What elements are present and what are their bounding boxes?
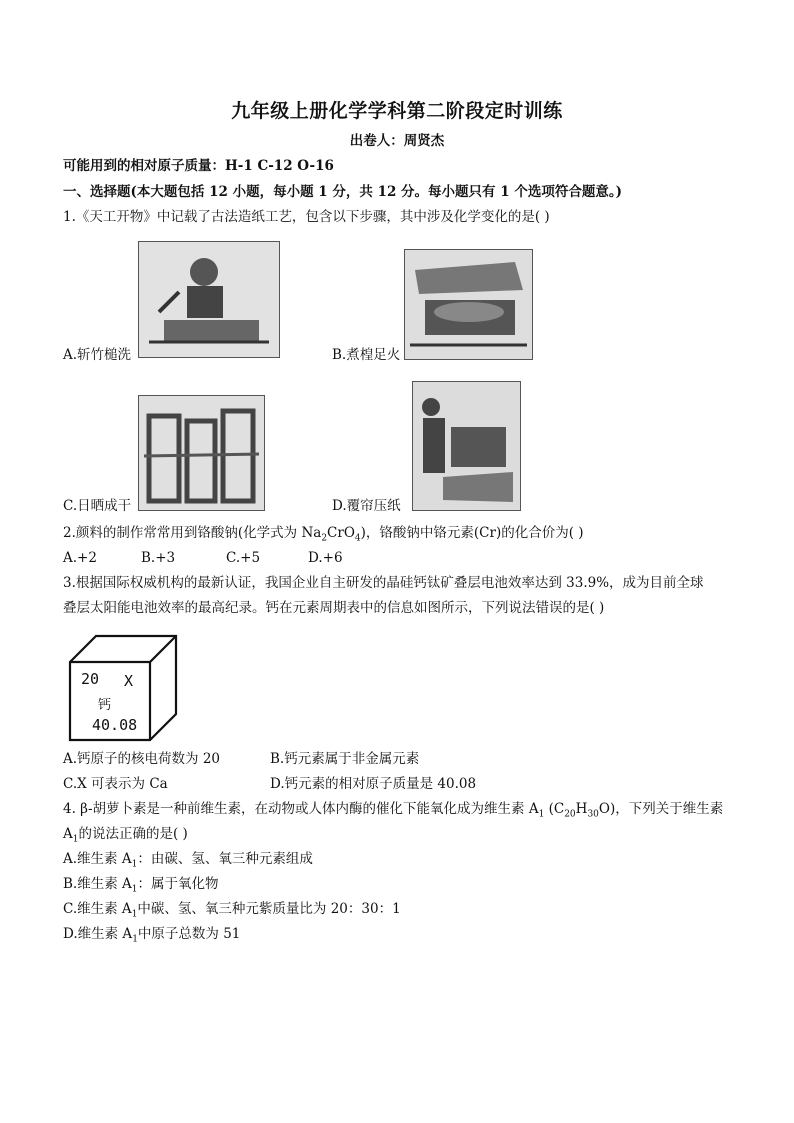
q4-option-c: C.维生素 $A_1$中碳、氢、氧三种元紫质量比为 20：30：1: [63, 901, 401, 920]
page-title: 九年级上册化学学科第二阶段定时训练: [231, 100, 563, 122]
q2-option-c: C.+5: [226, 550, 261, 566]
q3-option-b: B.钙元素属于非金属元素: [270, 751, 420, 767]
section-heading: 一、选择题(本大题包括 12 小题，每小题 1 分，共 12 分。每小题只有 1 个选项符合题意。): [63, 184, 622, 200]
question-3-line2: 叠层太阳能电池效率的最高纪录。钙在元素周期表中的信息如图所示，下列说法错误的是( ): [63, 600, 605, 616]
question-2-stem: 2.颜料的制作常常用到铬酸钠(化学式为 $Na_2CrO_4$)，铬酸钠中铬元素(Cr)的化合价为( ): [63, 525, 584, 544]
q1-option-c: C.日晒成干: [63, 498, 132, 514]
image-chop-bamboo: [138, 241, 280, 358]
q4-option-b: B.维生素 $A_1$：属于氧化物: [63, 876, 219, 895]
q4-option-a: A.维生素 $A_1$：由碳、氢、氧三种元素组成: [63, 851, 313, 870]
q2-option-d: D.+6: [308, 550, 343, 566]
question-4-line2: $A_1$的说法正确的是( ): [63, 826, 188, 845]
q3-option-d: D.钙元素的相对原子质量是 40.08: [270, 776, 477, 792]
q2-option-b: B.+3: [141, 550, 176, 566]
element-name: 钙: [98, 698, 112, 713]
image-press-paper: [412, 381, 521, 511]
q4-option-d: D.维生素 $A_1$中原子总数为 51: [63, 926, 241, 945]
element-mass: 40.08: [92, 716, 138, 734]
element-number: 20: [81, 670, 100, 688]
element-cell-calcium: [68, 634, 180, 744]
q1-option-b: B.煮楻足火: [332, 347, 401, 363]
question-3-line1: 3.根据国际权威机构的最新认证，我国企业自主研发的晶硅钙钛矿叠层电池效率达到 33.9%，成为目前全球: [63, 575, 704, 591]
q3-option-a: A.钙原子的核电荷数为 20: [63, 751, 221, 767]
question-4-line1: 4. β-胡萝卜素是一种前维生素，在动物或人体内酶的催化下能氧化成为维生素 $A_1$ $(C_{20}H_{30}O)$，下列关于维生素: [63, 801, 724, 820]
image-boil-pulp: [404, 249, 533, 360]
author-line: 出卷人：周贤杰: [349, 133, 445, 149]
atomic-mass-line: 可能用到的相对原子质量：H-1 C-12 O-16: [63, 158, 334, 174]
question-1-stem: 1.《天工开物》中记载了古法造纸工艺，包含以下步骤，其中涉及化学变化的是( ): [63, 209, 550, 225]
q1-option-d: D.覆帘压纸: [332, 498, 401, 514]
q1-option-a: A.斩竹槌洗: [63, 347, 132, 363]
element-symbol: X: [124, 672, 134, 690]
q3-option-c: C.X 可表示为 Ca: [63, 776, 168, 792]
q2-option-a: A.+2: [63, 550, 97, 566]
image-sun-dry: [138, 395, 265, 511]
